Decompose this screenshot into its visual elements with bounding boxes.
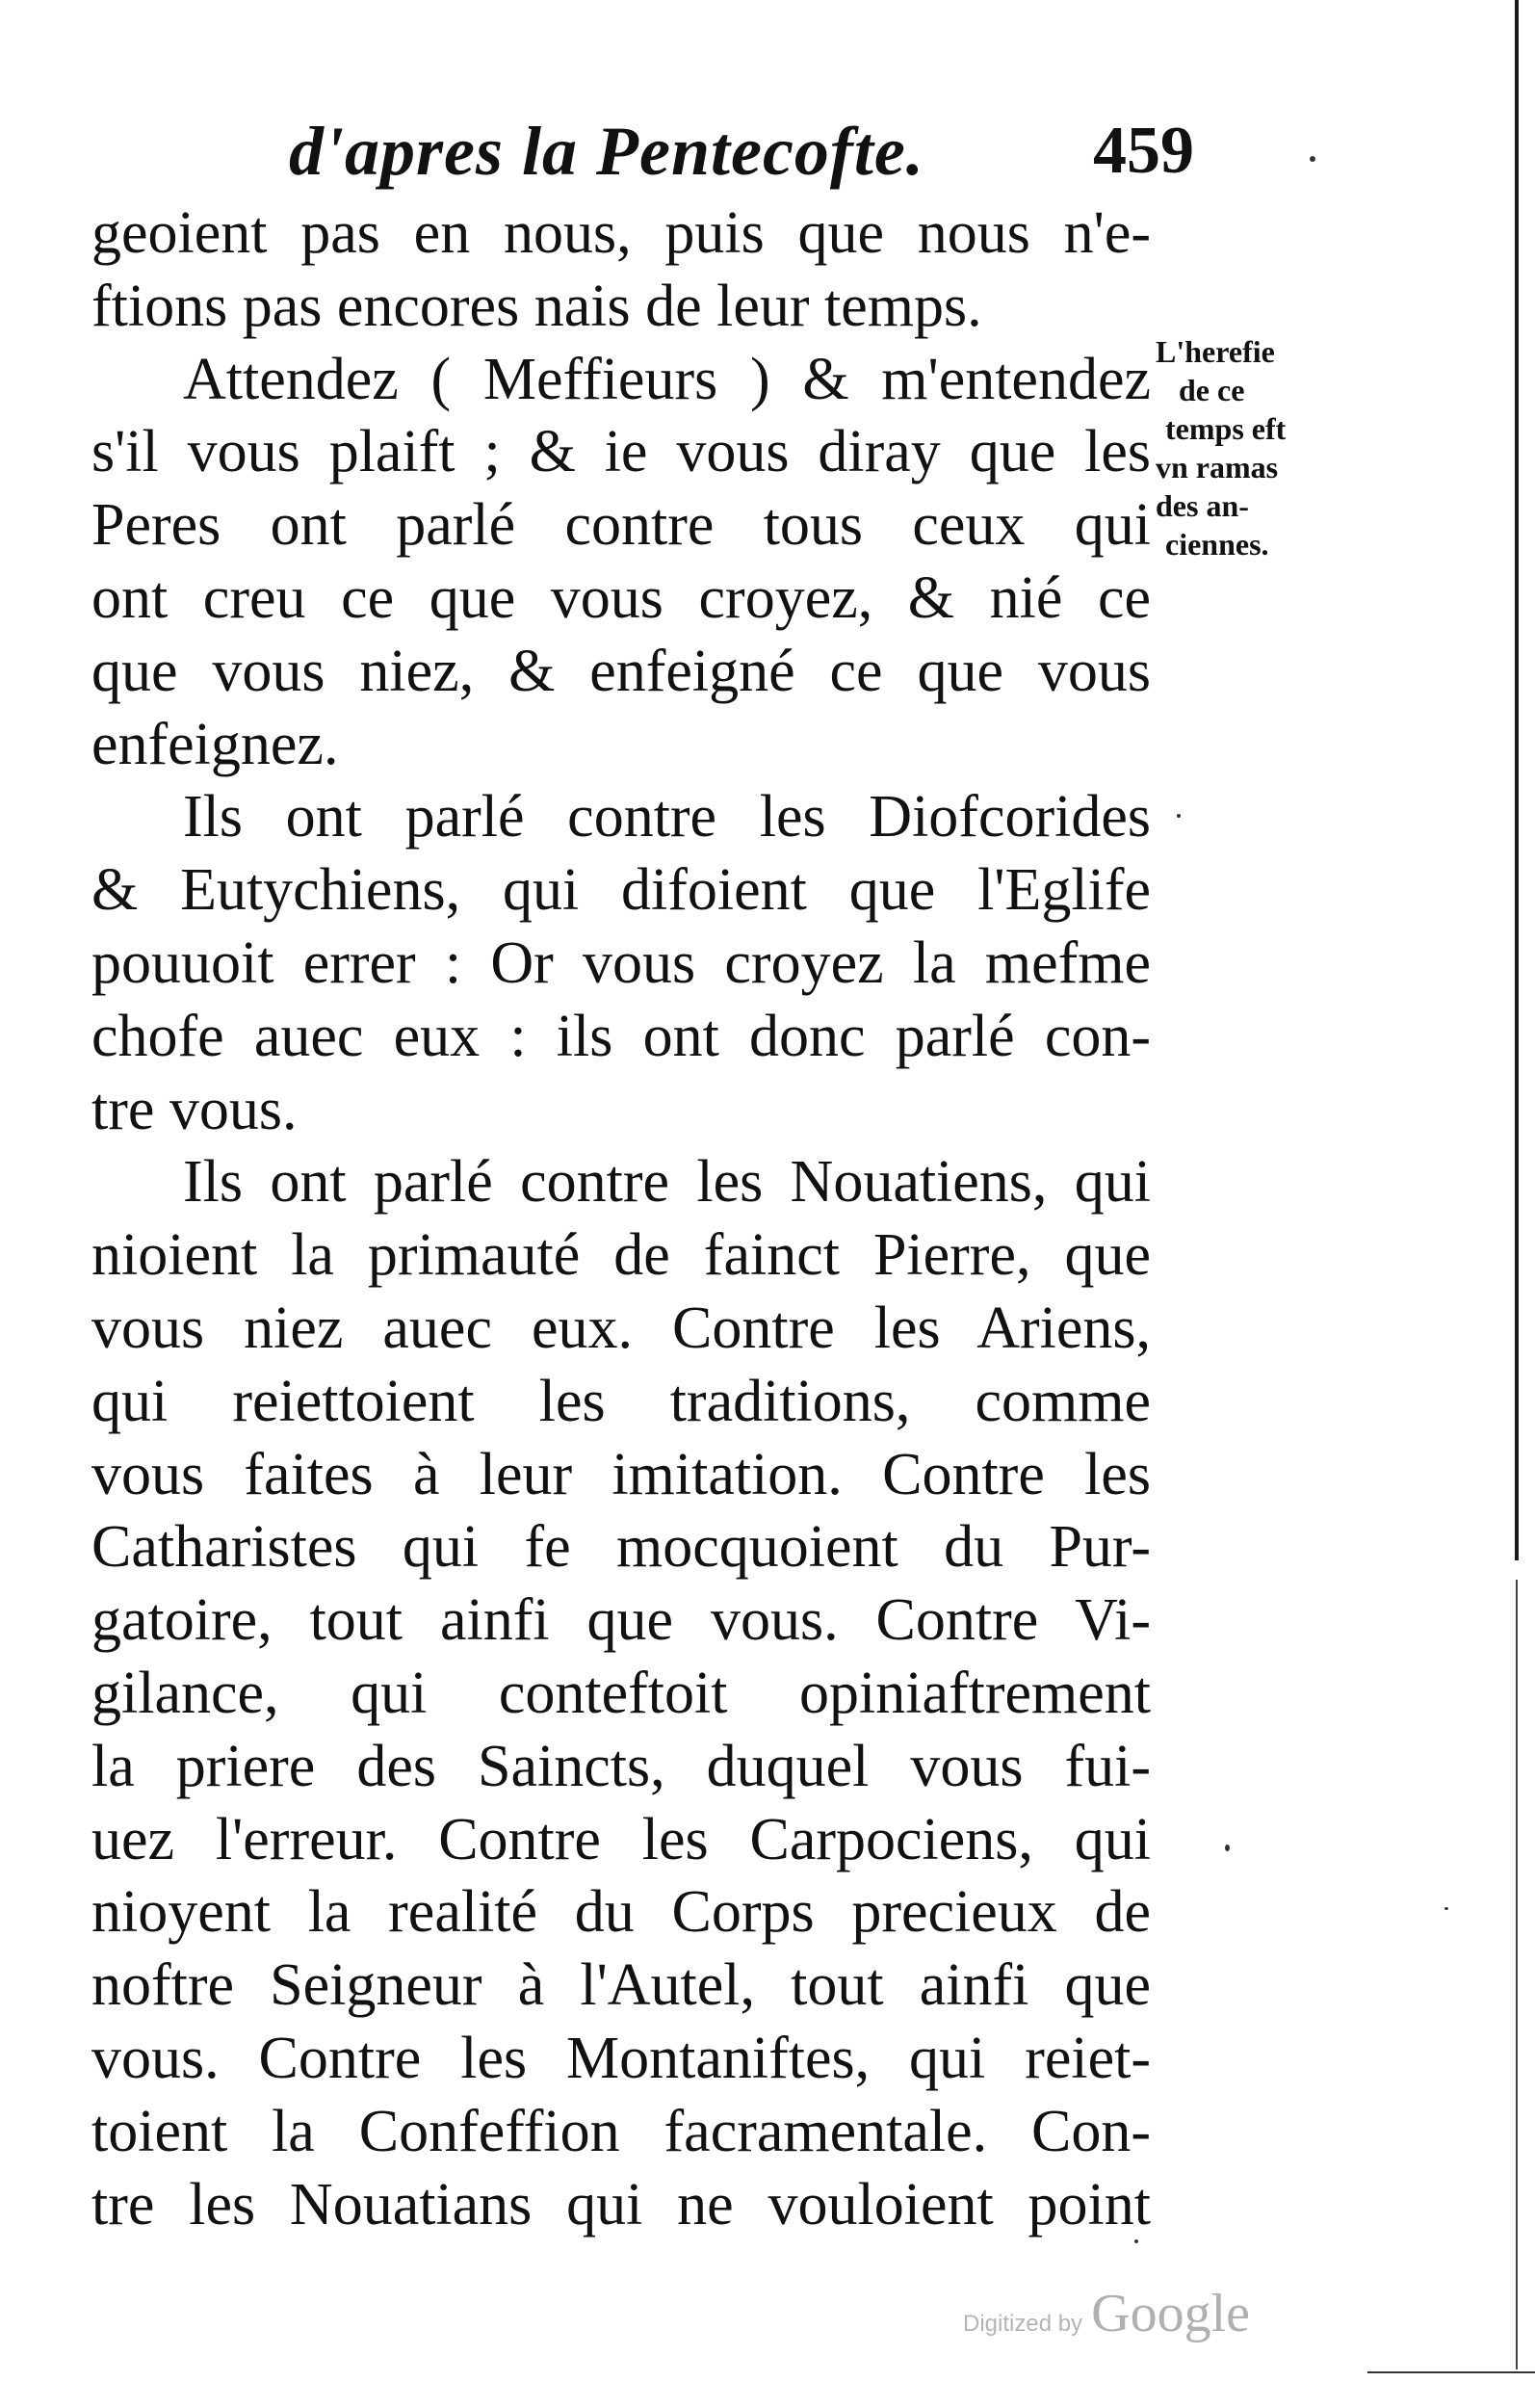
text-line: ftions pas encores nais de leur temps. <box>91 273 982 339</box>
margin-note-line: temps eft <box>1165 411 1287 446</box>
text-line: vous niez auec eux. Contre les Ariens, <box>91 1295 1151 1361</box>
digitized-by-label: Digitized by <box>963 2311 1083 2337</box>
margin-note-line: L'herefie <box>1156 334 1275 369</box>
page-edge-rule-lower <box>1516 1580 1518 2369</box>
text-line: pouuoit errer : Or vous croyez la mefme <box>91 929 1151 996</box>
text-line: qui reiettoient les traditions, comme <box>91 1368 1151 1434</box>
text-line: tre les Nouatians qui ne vouloient point <box>91 2171 1151 2238</box>
text-line: toient la Confeffion facramentale. Con- <box>91 2098 1151 2164</box>
text-line: que vous niez, & enfeigné ce que vous <box>91 638 1151 704</box>
text-line: gatoire, tout ainfi que vous. Contre Vi- <box>91 1587 1151 1654</box>
text-line: Ils ont parlé contre les Diofcorides <box>183 784 1151 851</box>
scan-speck <box>1444 1907 1448 1910</box>
bottom-edge-rule <box>1367 2371 1535 2373</box>
text-line: geoient pas en nous, puis que nous n'e- <box>91 200 1151 266</box>
text-line: gilance, qui conteftoit opiniaftrement <box>91 1660 1151 1726</box>
margin-note-line: des an- <box>1156 488 1249 523</box>
scan-speck <box>1177 814 1181 818</box>
text-line: tre vous. <box>91 1076 298 1142</box>
text-line: nioyent la realité du Corps precieux de <box>91 1879 1151 1946</box>
text-line: nioient la primauté de fainct Pierre, que <box>91 1222 1151 1289</box>
text-line: vous. Contre les Montaniftes, qui reiet- <box>91 2025 1151 2091</box>
text-line: vous faites à leur imitation. Contre les <box>91 1441 1151 1507</box>
text-line: enfeignez. <box>91 711 339 777</box>
page-header <box>279 108 1194 195</box>
page-edge-rule <box>1515 0 1519 1560</box>
text-line: uez l'erreur. Contre les Carpociens, qui <box>91 1806 1151 1872</box>
text-line: chofe auec eux : ils ont donc parlé con- <box>91 1003 1151 1069</box>
page-number: 459 <box>1093 114 1194 188</box>
margin-note-line: ciennes. <box>1165 527 1269 562</box>
margin-note-line: vn ramas <box>1156 450 1279 484</box>
margin-note <box>1156 332 1339 563</box>
text-line: Peres ont parlé contre tous ceux qui <box>91 492 1151 559</box>
scan-speck <box>1310 156 1315 162</box>
text-line: noftre Seigneur à l'Autel, tout ainfi que <box>91 1952 1151 2019</box>
text-line: ont creu ce que vous croyez, & nié ce <box>91 564 1151 631</box>
google-logo-text: Google <box>1091 2284 1251 2343</box>
text-line: s'il vous plaift ; & ie vous diray que les <box>91 419 1151 485</box>
margin-note-line: de ce <box>1179 373 1245 407</box>
body-text <box>91 197 1151 2241</box>
text-line: & Eutychiens, qui difoient que l'Eglife <box>91 857 1151 924</box>
text-line: la priere des Saincts, duquel vous fui- <box>91 1733 1151 1799</box>
digitized-by-google-watermark <box>963 2283 1290 2360</box>
text-line: Attendez ( Meffieurs ) & m'entendez <box>183 346 1151 412</box>
scan-speck <box>1225 1845 1230 1851</box>
text-line: Catharistes qui fe mocquoient du Pur- <box>91 1514 1151 1581</box>
running-title: d'apres la Pentecofte. <box>289 113 924 190</box>
text-line: Ils ont parlé contre les Nouatiens, qui <box>183 1149 1151 1216</box>
